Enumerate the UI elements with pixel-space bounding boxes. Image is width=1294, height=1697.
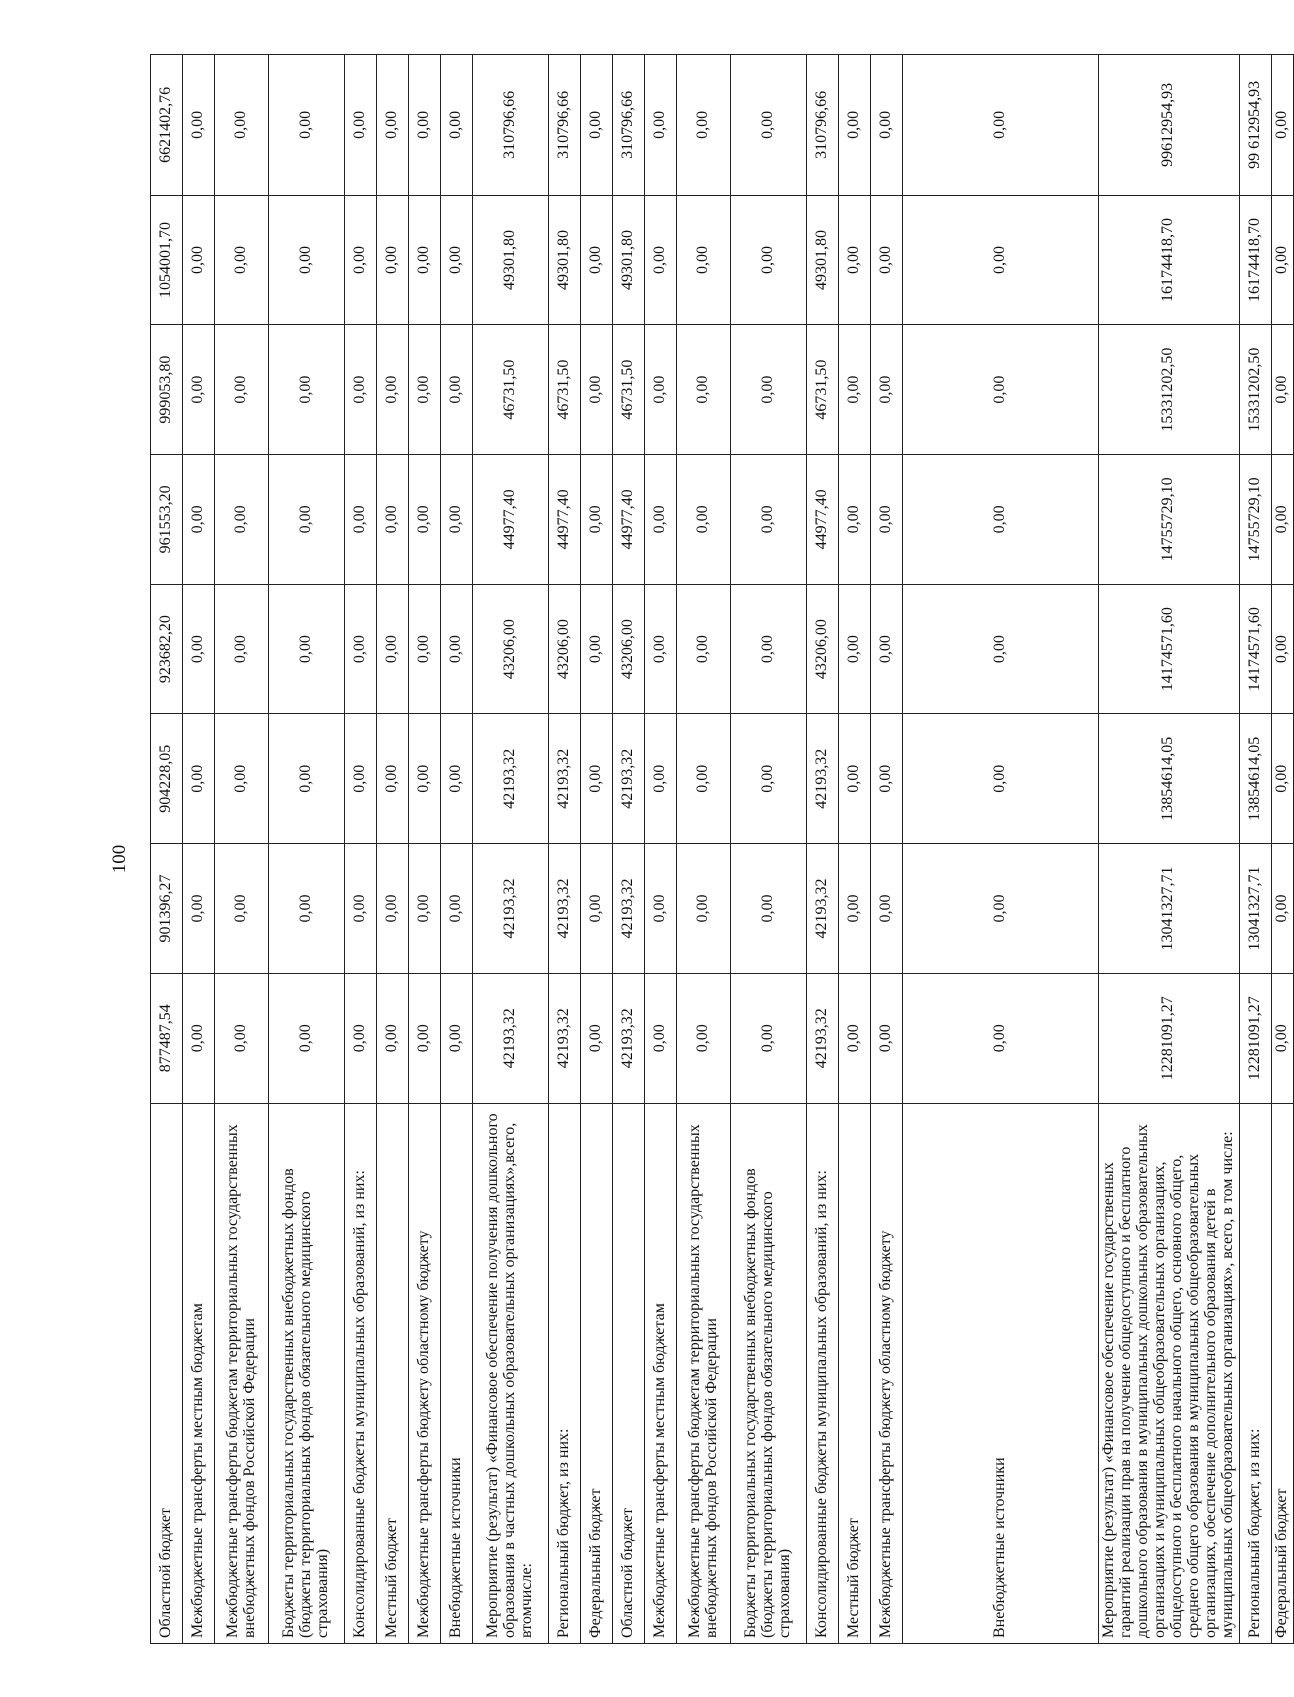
value-cell: 0,00 [269, 584, 345, 714]
value-cell: 0,00 [903, 973, 1099, 1103]
value-cell: 49301,80 [473, 195, 549, 325]
row-label: Мероприятие (результат) «Финансовое обеспечение получения дошкольного образования в частных дошкольных образовательных организациях»,всего, втомчисле: [473, 1103, 549, 1643]
value-cell: 0,00 [215, 455, 269, 585]
table-row [377, 55, 409, 1644]
value-cell: 0,00 [903, 714, 1099, 844]
value-cell: 310796,66 [613, 55, 645, 196]
value-cell: 0,00 [1271, 714, 1293, 844]
table-row [441, 55, 473, 1644]
value-cell: 310796,66 [807, 55, 839, 196]
value-cell: 42193,32 [613, 714, 645, 844]
value-cell: 42193,32 [807, 714, 839, 844]
value-cell: 46731,50 [807, 325, 839, 455]
value-cell: 0,00 [409, 844, 441, 974]
value-cell: 923682,20 [151, 584, 183, 714]
row-label: Местный бюджет [377, 1103, 409, 1643]
row-label: Федеральный бюджет [581, 1103, 613, 1643]
value-cell: 0,00 [345, 714, 377, 844]
value-cell: 0,00 [645, 973, 677, 1103]
value-cell: 0,00 [441, 325, 473, 455]
value-cell: 46731,50 [549, 325, 581, 455]
value-cell: 0,00 [441, 714, 473, 844]
value-cell: 310796,66 [549, 55, 581, 196]
value-cell: 43206,00 [613, 584, 645, 714]
value-cell: 0,00 [215, 55, 269, 196]
value-cell: 0,00 [903, 584, 1099, 714]
value-cell: 0,00 [409, 455, 441, 585]
value-cell: 16174418,70 [1239, 195, 1271, 325]
value-cell: 46731,50 [613, 325, 645, 455]
value-cell: 0,00 [345, 55, 377, 196]
table-row [549, 55, 581, 1644]
value-cell: 0,00 [581, 195, 613, 325]
value-cell: 14755729,10 [1099, 455, 1240, 585]
value-cell: 14174571,60 [1099, 584, 1240, 714]
value-cell: 0,00 [377, 714, 409, 844]
value-cell: 43206,00 [549, 584, 581, 714]
row-label: Федеральный бюджет [1271, 1103, 1293, 1643]
value-cell: 42193,32 [549, 844, 581, 974]
row-label: Областной бюджет [613, 1103, 645, 1643]
table-row [215, 55, 269, 1644]
value-cell: 13854614,05 [1239, 714, 1271, 844]
table-row [677, 55, 731, 1644]
table-row [903, 55, 1099, 1644]
value-cell: 0,00 [677, 455, 731, 585]
value-cell: 0,00 [903, 195, 1099, 325]
value-cell: 0,00 [269, 195, 345, 325]
value-cell: 42193,32 [613, 973, 645, 1103]
table-row [473, 55, 549, 1644]
value-cell: 0,00 [409, 325, 441, 455]
value-cell: 0,00 [677, 844, 731, 974]
value-cell: 0,00 [345, 195, 377, 325]
value-cell: 0,00 [903, 455, 1099, 585]
value-cell: 0,00 [903, 844, 1099, 974]
table-row [871, 55, 903, 1644]
value-cell: 0,00 [645, 844, 677, 974]
rotated-table-container [150, 54, 1290, 1644]
row-label: Межбюджетные трансферты местным бюджетам [645, 1103, 677, 1643]
value-cell: 0,00 [645, 195, 677, 325]
value-cell: 0,00 [441, 455, 473, 585]
value-cell: 42193,32 [473, 714, 549, 844]
value-cell: 0,00 [269, 325, 345, 455]
value-cell: 999053,80 [151, 325, 183, 455]
value-cell: 0,00 [731, 455, 807, 585]
value-cell: 0,00 [839, 584, 871, 714]
value-cell: 0,00 [409, 584, 441, 714]
row-label: Региональный бюджет, из них: [1239, 1103, 1271, 1643]
value-cell: 0,00 [183, 325, 215, 455]
value-cell: 13041327,71 [1099, 844, 1240, 974]
value-cell: 43206,00 [807, 584, 839, 714]
value-cell: 0,00 [183, 844, 215, 974]
row-label: Областной бюджет [151, 1103, 183, 1643]
row-label: Мероприятие (результат) «Финансовое обеспечение государственных гарантий реализации прав на получение общедоступного и бесплатного дошкольного образования в муниципальных дошкольных образовательных организациях и муниципальных общеобразовательных организациях, общедоступного и бесплатного начального общего, основного общего, среднего общего образования в муниципальных общеобразовательных организациях, обеспечение дополнительного образования детей в муниципальных общеобразовательных организациях», всего, в том числе: [1099, 1103, 1240, 1643]
value-cell: 0,00 [839, 195, 871, 325]
value-cell: 0,00 [871, 584, 903, 714]
value-cell: 0,00 [1271, 325, 1293, 455]
row-label: Внебюджетные источники [903, 1103, 1099, 1643]
value-cell: 0,00 [871, 55, 903, 196]
row-label: Местный бюджет [839, 1103, 871, 1643]
value-cell: 0,00 [677, 584, 731, 714]
value-cell: 1054001,70 [151, 195, 183, 325]
value-cell: 99 612954,93 [1239, 55, 1271, 196]
value-cell: 42193,32 [613, 844, 645, 974]
value-cell: 0,00 [377, 584, 409, 714]
value-cell: 0,00 [215, 325, 269, 455]
table-row [1239, 55, 1271, 1644]
value-cell: 0,00 [645, 714, 677, 844]
row-label: Консолидированные бюджеты муниципальных образований, из них: [807, 1103, 839, 1643]
table-row [807, 55, 839, 1644]
value-cell: 0,00 [731, 844, 807, 974]
budget-table-body [151, 55, 1294, 1644]
value-cell: 46731,50 [473, 325, 549, 455]
table-row [839, 55, 871, 1644]
row-label: Межбюджетные трансферты местным бюджетам [183, 1103, 215, 1643]
row-label: Межбюджетные трансферты бюджетам территориальных государственных внебюджетных фондов Российской Федерации [215, 1103, 269, 1643]
value-cell: 0,00 [377, 844, 409, 974]
value-cell: 42193,32 [807, 844, 839, 974]
value-cell: 0,00 [677, 325, 731, 455]
value-cell: 0,00 [377, 195, 409, 325]
value-cell: 0,00 [269, 55, 345, 196]
row-label: Региональный бюджет, из них: [549, 1103, 581, 1643]
value-cell: 0,00 [839, 325, 871, 455]
value-cell: 12281091,27 [1239, 973, 1271, 1103]
value-cell: 42193,32 [473, 973, 549, 1103]
value-cell: 0,00 [183, 195, 215, 325]
value-cell: 0,00 [215, 844, 269, 974]
row-label: Межбюджетные трансферты бюджету областному бюджету [409, 1103, 441, 1643]
value-cell: 0,00 [1271, 844, 1293, 974]
value-cell: 0,00 [645, 325, 677, 455]
value-cell: 0,00 [345, 455, 377, 585]
value-cell: 901396,27 [151, 844, 183, 974]
value-cell: 0,00 [1271, 584, 1293, 714]
value-cell: 44977,40 [613, 455, 645, 585]
value-cell: 49301,80 [549, 195, 581, 325]
value-cell: 44977,40 [807, 455, 839, 585]
value-cell: 0,00 [839, 844, 871, 974]
page-number: 100 [109, 844, 130, 874]
value-cell: 49301,80 [613, 195, 645, 325]
value-cell: 0,00 [215, 584, 269, 714]
value-cell: 0,00 [581, 714, 613, 844]
value-cell: 0,00 [1271, 973, 1293, 1103]
table-row [409, 55, 441, 1644]
row-label: Консолидированные бюджеты муниципальных образований, из них: [345, 1103, 377, 1643]
value-cell: 0,00 [409, 973, 441, 1103]
value-cell: 0,00 [645, 55, 677, 196]
value-cell: 0,00 [581, 584, 613, 714]
table-row [1099, 55, 1240, 1644]
table-row [151, 55, 183, 1644]
table-row [183, 55, 215, 1644]
value-cell: 0,00 [677, 714, 731, 844]
value-cell: 6621402,76 [151, 55, 183, 196]
value-cell: 42193,32 [549, 973, 581, 1103]
row-label: Бюджеты территориальных государственных внебюджетных фондов (бюджеты территориальных фондов обязательного медицинского страхования) [731, 1103, 807, 1643]
value-cell: 42193,32 [473, 844, 549, 974]
row-label: Внебюджетные источники [441, 1103, 473, 1643]
value-cell: 43206,00 [473, 584, 549, 714]
value-cell: 99612954,93 [1099, 55, 1240, 196]
table-row [731, 55, 807, 1644]
value-cell: 0,00 [183, 455, 215, 585]
value-cell: 0,00 [269, 714, 345, 844]
value-cell: 0,00 [441, 584, 473, 714]
value-cell: 49301,80 [807, 195, 839, 325]
value-cell: 13041327,71 [1239, 844, 1271, 974]
value-cell: 0,00 [183, 55, 215, 196]
value-cell: 0,00 [677, 195, 731, 325]
value-cell: 0,00 [903, 55, 1099, 196]
value-cell: 904228,05 [151, 714, 183, 844]
value-cell: 0,00 [731, 325, 807, 455]
table-row [269, 55, 345, 1644]
value-cell: 0,00 [441, 195, 473, 325]
value-cell: 0,00 [377, 455, 409, 585]
value-cell: 0,00 [731, 973, 807, 1103]
row-label: Бюджеты территориальных государственных внебюджетных фондов (бюджеты территориальных фондов обязательного медицинского страхования) [269, 1103, 345, 1643]
value-cell: 0,00 [731, 714, 807, 844]
value-cell: 0,00 [645, 455, 677, 585]
value-cell: 0,00 [183, 973, 215, 1103]
value-cell: 0,00 [871, 973, 903, 1103]
value-cell: 0,00 [215, 973, 269, 1103]
value-cell: 0,00 [215, 195, 269, 325]
value-cell: 0,00 [581, 325, 613, 455]
value-cell: 0,00 [677, 973, 731, 1103]
value-cell: 0,00 [581, 973, 613, 1103]
table-row [645, 55, 677, 1644]
value-cell: 0,00 [269, 973, 345, 1103]
value-cell: 16174418,70 [1099, 195, 1240, 325]
value-cell: 0,00 [903, 325, 1099, 455]
value-cell: 0,00 [215, 714, 269, 844]
value-cell: 0,00 [731, 195, 807, 325]
value-cell: 0,00 [731, 55, 807, 196]
value-cell: 0,00 [441, 973, 473, 1103]
value-cell: 0,00 [409, 714, 441, 844]
value-cell: 14174571,60 [1239, 584, 1271, 714]
value-cell: 877487,54 [151, 973, 183, 1103]
value-cell: 0,00 [345, 584, 377, 714]
value-cell: 0,00 [377, 973, 409, 1103]
value-cell: 0,00 [409, 55, 441, 196]
value-cell: 0,00 [839, 455, 871, 585]
value-cell: 0,00 [871, 325, 903, 455]
value-cell: 0,00 [345, 325, 377, 455]
value-cell: 0,00 [345, 973, 377, 1103]
value-cell: 42193,32 [807, 973, 839, 1103]
value-cell: 0,00 [441, 55, 473, 196]
value-cell: 310796,66 [473, 55, 549, 196]
value-cell: 0,00 [377, 55, 409, 196]
row-label: Межбюджетные трансферты бюджетам территориальных государственных внебюджетных фондов Российской Федерации [677, 1103, 731, 1643]
value-cell: 0,00 [1271, 55, 1293, 196]
value-cell: 42193,32 [549, 714, 581, 844]
value-cell: 0,00 [409, 195, 441, 325]
value-cell: 0,00 [345, 844, 377, 974]
value-cell: 13854614,05 [1099, 714, 1240, 844]
value-cell: 0,00 [183, 714, 215, 844]
value-cell: 0,00 [839, 973, 871, 1103]
value-cell: 0,00 [871, 455, 903, 585]
value-cell: 0,00 [871, 195, 903, 325]
value-cell: 0,00 [441, 844, 473, 974]
value-cell: 0,00 [1271, 195, 1293, 325]
value-cell: 15331202,50 [1239, 325, 1271, 455]
value-cell: 0,00 [1271, 455, 1293, 585]
value-cell: 0,00 [269, 455, 345, 585]
value-cell: 0,00 [677, 55, 731, 196]
value-cell: 0,00 [581, 844, 613, 974]
value-cell: 0,00 [871, 844, 903, 974]
value-cell: 0,00 [645, 584, 677, 714]
value-cell: 12281091,27 [1099, 973, 1240, 1103]
value-cell: 961553,20 [151, 455, 183, 585]
table-row [581, 55, 613, 1644]
value-cell: 0,00 [581, 455, 613, 585]
row-label: Межбюджетные трансферты бюджету областному бюджету [871, 1103, 903, 1643]
value-cell: 14755729,10 [1239, 455, 1271, 585]
value-cell: 0,00 [839, 55, 871, 196]
value-cell: 0,00 [269, 844, 345, 974]
value-cell: 0,00 [871, 714, 903, 844]
value-cell: 44977,40 [549, 455, 581, 585]
table-row [1271, 55, 1293, 1644]
value-cell: 0,00 [839, 714, 871, 844]
value-cell: 0,00 [183, 584, 215, 714]
table-row [345, 55, 377, 1644]
value-cell: 0,00 [731, 584, 807, 714]
value-cell: 44977,40 [473, 455, 549, 585]
value-cell: 0,00 [377, 325, 409, 455]
value-cell: 0,00 [581, 55, 613, 196]
budget-table [150, 54, 1294, 1644]
table-row [613, 55, 645, 1644]
value-cell: 15331202,50 [1099, 325, 1240, 455]
